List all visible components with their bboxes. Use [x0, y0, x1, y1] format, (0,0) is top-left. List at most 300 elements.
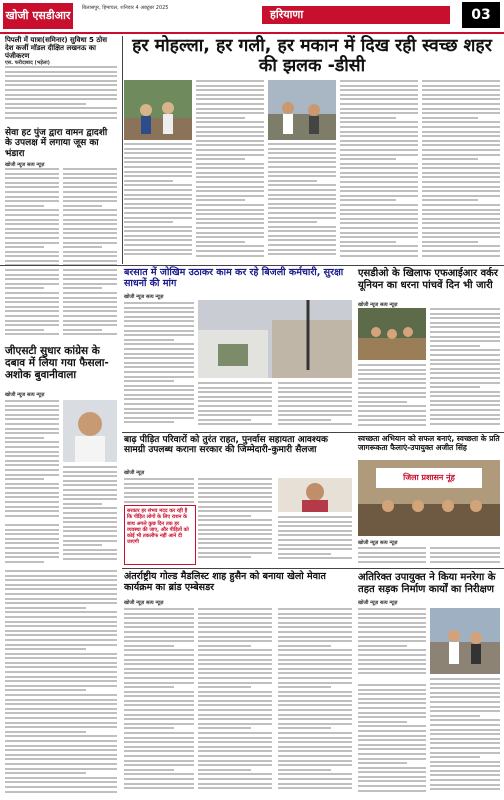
text-line — [5, 469, 59, 471]
text-line — [5, 510, 59, 512]
text-line — [124, 253, 192, 255]
text-line — [340, 154, 418, 156]
text-line — [5, 644, 117, 646]
text-line — [198, 741, 272, 743]
text-line — [5, 177, 59, 179]
text-line — [5, 219, 59, 221]
text-line — [430, 747, 500, 749]
text-line — [198, 552, 272, 554]
text-line — [358, 392, 426, 394]
text-line — [5, 758, 117, 760]
text-line — [198, 524, 272, 526]
text-line — [124, 249, 192, 251]
text-line — [5, 278, 59, 280]
text-line — [430, 742, 500, 744]
text-line — [430, 779, 500, 781]
text-line — [358, 748, 426, 750]
text-line — [422, 94, 500, 96]
text-line — [5, 297, 59, 299]
text-line — [340, 209, 418, 211]
text-line — [278, 750, 352, 752]
text-line — [124, 654, 194, 656]
text-line — [198, 501, 272, 503]
text-line — [358, 771, 426, 773]
text-line — [358, 689, 426, 691]
text-line — [124, 203, 192, 205]
text-line — [198, 691, 272, 693]
article-body — [358, 364, 426, 430]
text-line — [422, 181, 500, 183]
text-line — [124, 235, 192, 237]
text-line — [63, 173, 117, 175]
text-line — [340, 80, 418, 82]
text-line — [124, 626, 194, 628]
text-line — [124, 161, 192, 163]
text-line — [5, 611, 117, 613]
text-line — [430, 547, 500, 549]
text-line — [358, 636, 426, 638]
text-line — [124, 226, 192, 228]
text-line — [430, 391, 500, 393]
text-line — [340, 140, 418, 142]
text-line — [196, 126, 264, 128]
text-line — [422, 154, 500, 156]
text-line — [124, 376, 194, 378]
text-line — [5, 533, 59, 535]
photo-image — [278, 478, 352, 512]
text-line — [358, 753, 426, 755]
text-line — [5, 446, 59, 448]
text-line — [358, 744, 426, 746]
text-line — [124, 403, 194, 405]
text-line — [196, 154, 264, 156]
text-line — [430, 400, 500, 402]
text-line — [358, 631, 426, 633]
masthead — [0, 0, 504, 34]
headline-sadak: अतिरिक्त उपायुक्त ने किया मनरेगा के तहत सड़क निर्माण कार्यों का निरीक्षण — [358, 572, 496, 595]
text-line — [5, 717, 117, 719]
column-rule — [122, 36, 123, 264]
text-line — [5, 200, 59, 202]
headline-esma: एसडीओ के खिलाफ एफआईआर वर्कर यूनियन का धरना पांचवें दिन भी जारी — [358, 268, 498, 291]
text-line — [422, 172, 500, 174]
text-line — [124, 496, 194, 498]
text-line — [63, 480, 117, 482]
text-line — [5, 209, 59, 211]
text-line — [430, 368, 500, 370]
text-line — [196, 140, 264, 142]
text-line — [430, 345, 480, 347]
text-line — [278, 654, 352, 656]
text-line — [5, 524, 59, 526]
text-line — [196, 158, 245, 160]
text-line — [278, 709, 352, 711]
headline-gst: जीएसटी सुधार कांग्रेस के दबाव में लिया गया फैसला- अशोक बुवानीवाला — [5, 345, 109, 382]
text-line — [278, 640, 352, 642]
text-line — [278, 423, 352, 425]
text-line — [63, 205, 102, 207]
text-line — [5, 432, 59, 434]
text-line — [124, 171, 192, 173]
text-line — [124, 398, 194, 400]
text-line — [5, 777, 117, 779]
photo-esma — [358, 308, 426, 360]
text-line — [196, 144, 264, 146]
text-line — [268, 212, 336, 214]
article-body — [358, 684, 426, 796]
text-line — [124, 663, 194, 665]
headline-swachh: हर मोहल्ला, हर गली, हर मकान में दिख रही स्वच्छ शहर की झलक -डीसी — [132, 36, 492, 77]
text-line — [430, 788, 500, 790]
text-line — [268, 166, 336, 168]
text-line — [63, 333, 117, 335]
text-line — [358, 373, 426, 375]
text-line — [5, 260, 59, 262]
text-line — [124, 636, 194, 638]
text-line — [124, 412, 194, 414]
text-line — [63, 526, 117, 528]
text-line — [5, 460, 59, 462]
text-line — [5, 182, 59, 184]
text-line — [358, 649, 426, 651]
text-line — [5, 186, 59, 188]
text-line — [268, 148, 336, 150]
text-line — [196, 108, 264, 110]
text-line — [430, 752, 500, 754]
section-rule — [122, 568, 504, 569]
text-line — [422, 186, 500, 188]
text-line — [124, 385, 194, 387]
text-line — [422, 117, 478, 119]
text-line — [124, 737, 194, 739]
text-line — [278, 746, 352, 748]
text-line — [430, 738, 500, 740]
text-line — [278, 391, 352, 393]
text-line — [358, 654, 426, 656]
text-line — [5, 255, 59, 257]
text-line — [358, 556, 426, 558]
text-line — [198, 778, 272, 780]
article-body — [340, 80, 418, 261]
text-line — [124, 672, 194, 674]
text-line — [63, 228, 117, 230]
text-line — [196, 176, 264, 178]
text-line — [124, 221, 173, 223]
text-line — [5, 492, 59, 494]
text-line — [5, 205, 44, 207]
text-line — [430, 423, 500, 425]
text-line — [5, 437, 44, 439]
text-line — [124, 207, 192, 209]
text-line — [5, 616, 117, 618]
text-line — [430, 340, 500, 342]
text-line — [196, 190, 264, 192]
text-line — [124, 166, 192, 168]
text-line — [278, 682, 352, 684]
text-line — [5, 400, 59, 402]
text-line — [124, 357, 194, 359]
text-line — [198, 519, 272, 521]
text-line — [124, 239, 192, 241]
text-line — [198, 787, 272, 789]
text-line — [278, 617, 352, 619]
text-line — [196, 181, 264, 183]
text-line — [124, 148, 192, 150]
text-line — [430, 386, 480, 388]
text-line — [63, 535, 117, 537]
text-line — [124, 483, 194, 485]
text-line — [278, 414, 352, 416]
text-line — [422, 236, 500, 238]
text-line — [198, 396, 272, 398]
text-line — [124, 316, 194, 318]
text-line — [340, 213, 418, 215]
photo-image — [124, 80, 192, 140]
text-line — [196, 245, 264, 247]
text-line — [5, 292, 59, 294]
text-line — [340, 255, 418, 257]
text-line — [63, 512, 117, 514]
text-line — [5, 306, 59, 308]
text-line — [63, 301, 117, 303]
text-line — [430, 409, 500, 411]
text-line — [340, 121, 418, 123]
text-line — [5, 94, 117, 96]
text-line — [196, 85, 264, 87]
text-line — [198, 533, 272, 535]
text-line — [5, 71, 117, 73]
text-line — [198, 382, 272, 384]
text-line — [124, 175, 192, 177]
text-line — [5, 547, 59, 549]
text-line — [268, 194, 336, 196]
text-line — [5, 657, 117, 659]
text-line — [5, 80, 117, 82]
text-line — [63, 329, 102, 331]
text-line — [5, 329, 44, 331]
text-line — [5, 423, 59, 425]
text-line — [124, 723, 194, 725]
text-line — [278, 405, 352, 407]
text-line — [278, 530, 352, 532]
text-line — [198, 556, 251, 558]
text-line — [196, 103, 264, 105]
text-line — [358, 547, 426, 549]
text-line — [422, 222, 500, 224]
text-line — [278, 769, 331, 771]
text-line — [5, 418, 59, 420]
text-line — [268, 198, 336, 200]
text-line — [422, 103, 500, 105]
text-line — [63, 214, 117, 216]
text-line — [340, 131, 418, 133]
text-line — [124, 677, 194, 679]
article-body — [430, 678, 500, 796]
text-line — [268, 207, 336, 209]
text-line — [340, 250, 418, 252]
text-line — [5, 726, 117, 728]
text-line — [124, 194, 192, 196]
text-line — [358, 721, 407, 723]
text-line — [124, 366, 194, 368]
text-line — [5, 98, 117, 100]
text-line — [278, 691, 352, 693]
text-line — [358, 776, 426, 778]
text-line — [430, 692, 500, 694]
text-line — [198, 659, 272, 661]
text-line — [278, 396, 352, 398]
text-line — [63, 320, 117, 322]
text-line — [198, 727, 251, 729]
text-line — [5, 598, 117, 600]
text-line — [63, 324, 117, 326]
text-line — [196, 149, 264, 151]
text-line — [5, 694, 117, 696]
text-line — [198, 391, 272, 393]
article-body — [5, 168, 59, 342]
text-line — [198, 750, 272, 752]
text-line — [422, 213, 500, 215]
text-line — [63, 475, 117, 477]
text-line — [124, 230, 192, 232]
article-body — [63, 168, 117, 342]
text-line — [124, 787, 194, 789]
text-line — [358, 725, 426, 727]
text-line — [196, 227, 264, 229]
text-line — [358, 790, 426, 792]
text-line — [358, 712, 426, 714]
text-line — [198, 538, 272, 540]
text-line — [198, 695, 272, 697]
text-line — [5, 103, 86, 105]
byline-esma: खोजी न्यूज सत्य न्यूज़ — [358, 302, 398, 308]
text-line — [340, 126, 418, 128]
text-line — [278, 516, 352, 518]
article-body — [430, 547, 500, 567]
byline-sadak: खोजी न्यूज़ सत्य न्यूज़ — [358, 600, 398, 606]
text-line — [278, 636, 352, 638]
text-line — [63, 209, 117, 211]
text-line — [268, 157, 336, 159]
text-line — [124, 608, 194, 610]
text-line — [430, 349, 500, 351]
text-line — [5, 639, 117, 641]
text-line — [5, 107, 117, 109]
text-line — [278, 400, 352, 402]
text-line — [198, 492, 272, 494]
text-line — [5, 648, 86, 650]
text-line — [124, 417, 194, 419]
text-line — [63, 484, 117, 486]
text-line — [63, 306, 117, 308]
text-line — [63, 544, 102, 546]
text-line — [340, 222, 418, 224]
text-line — [5, 666, 117, 668]
text-line — [340, 158, 396, 160]
text-line — [5, 301, 59, 303]
text-line — [63, 219, 117, 221]
photo-swachh-right — [268, 80, 336, 140]
text-line — [5, 556, 59, 558]
text-line — [198, 613, 272, 615]
text-line — [340, 181, 418, 183]
text-line — [198, 732, 272, 734]
text-line — [196, 204, 264, 206]
text-line — [268, 161, 336, 163]
text-line — [430, 395, 500, 397]
photo-jila — [358, 460, 500, 536]
text-line — [430, 765, 500, 767]
photo-selja — [278, 478, 352, 512]
text-line — [340, 144, 418, 146]
text-line — [124, 311, 194, 313]
text-line — [430, 377, 500, 379]
text-line — [5, 575, 117, 577]
text-line — [5, 315, 59, 317]
text-line — [5, 483, 59, 485]
text-line — [124, 320, 194, 322]
text-line — [422, 149, 500, 151]
text-line — [268, 239, 336, 241]
text-line — [124, 189, 192, 191]
text-line — [124, 143, 192, 145]
text-line — [5, 703, 117, 705]
text-line — [196, 250, 264, 252]
text-line — [63, 553, 117, 555]
text-line — [358, 396, 426, 398]
text-line — [196, 222, 264, 224]
text-line — [124, 617, 194, 619]
text-line — [63, 223, 117, 225]
text-line — [63, 278, 117, 280]
text-line — [268, 217, 336, 219]
text-line — [124, 362, 194, 364]
text-line — [63, 168, 117, 170]
text-line — [124, 691, 194, 693]
text-line — [196, 186, 264, 188]
text-line — [430, 404, 500, 406]
text-line — [422, 112, 500, 114]
article-body — [196, 80, 264, 261]
text-line — [5, 310, 59, 312]
article-body — [5, 400, 59, 520]
text-line — [430, 331, 500, 333]
text-line — [5, 487, 59, 489]
text-line — [278, 714, 352, 716]
text-line — [358, 626, 426, 628]
text-line — [340, 227, 418, 229]
text-line — [358, 552, 426, 554]
text-line — [63, 292, 117, 294]
text-line — [278, 723, 352, 725]
text-line — [340, 199, 396, 201]
text-line — [124, 380, 174, 382]
text-line — [430, 710, 500, 712]
text-line — [5, 237, 59, 239]
text-line — [358, 684, 426, 686]
text-line — [63, 489, 117, 491]
text-line — [358, 698, 426, 700]
text-line — [340, 163, 418, 165]
text-line — [430, 678, 500, 680]
text-line — [5, 191, 59, 193]
text-line — [198, 773, 272, 775]
text-line — [278, 663, 352, 665]
text-line — [124, 348, 194, 350]
text-line — [63, 297, 117, 299]
text-line — [124, 339, 174, 341]
text-line — [430, 317, 500, 319]
